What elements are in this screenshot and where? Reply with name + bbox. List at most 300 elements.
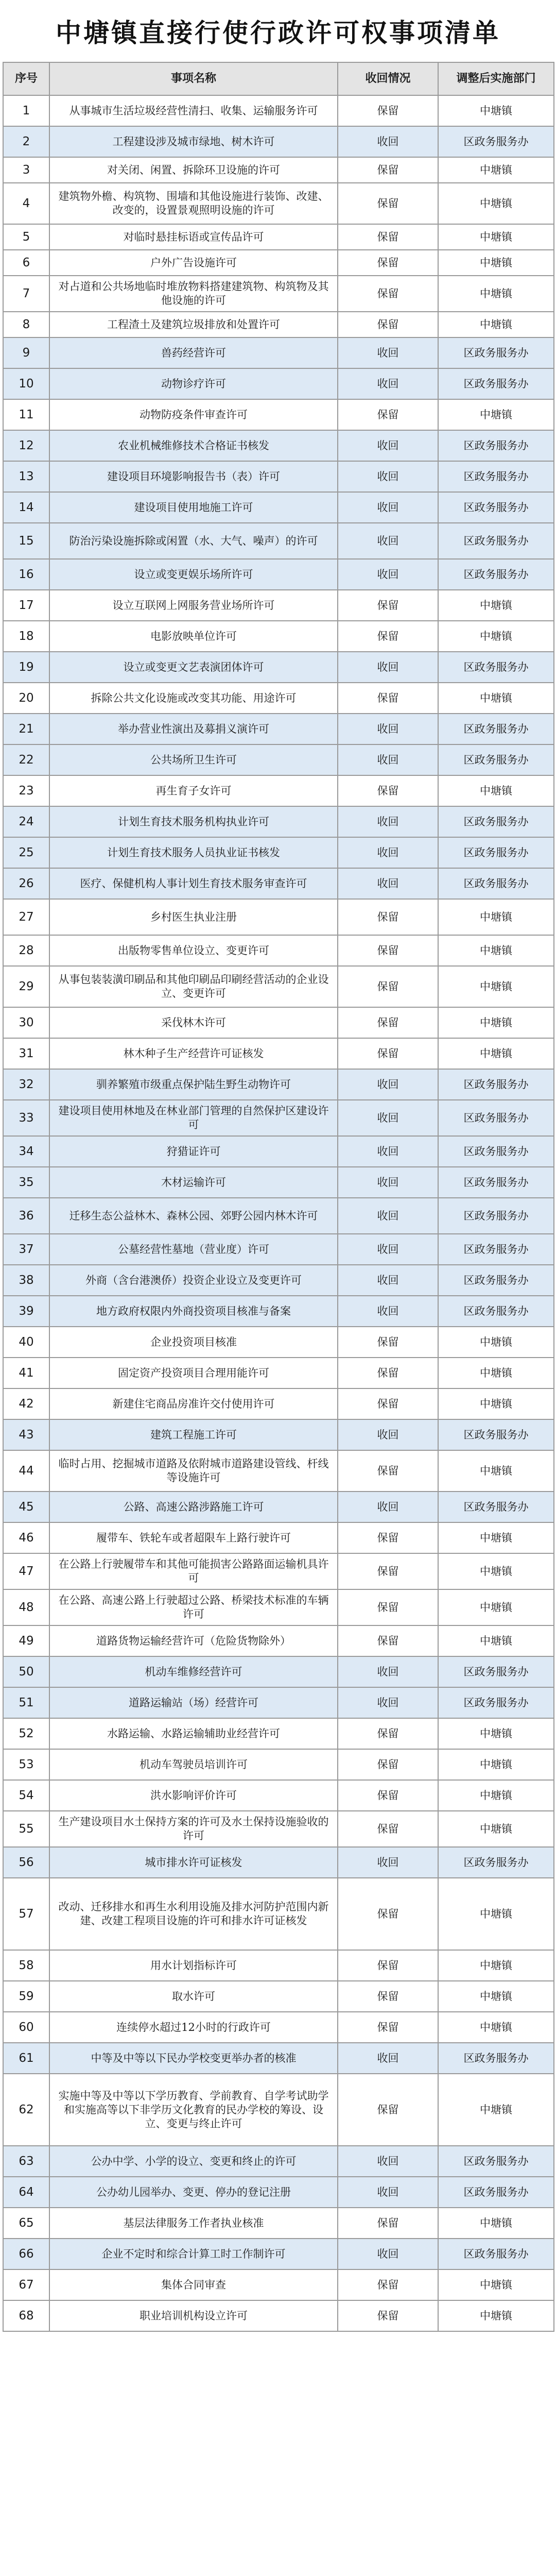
table-row (3, 1780, 554, 1811)
table-row (3, 1492, 554, 1522)
row-department: 中塘镇 (438, 1950, 554, 1981)
row-serial-number: 64 (3, 2177, 49, 2208)
row-revoke-status: 收回 (338, 1100, 438, 1136)
table-row (3, 1522, 554, 1553)
row-item-name: 在公路上行驶履带车和其他可能损害公路路面运输机具许可 (49, 1553, 338, 1589)
row-revoke-status: 保留 (338, 95, 438, 126)
row-revoke-status: 保留 (338, 1007, 438, 1038)
row-serial-number: 25 (3, 837, 49, 868)
row-serial-number: 23 (3, 775, 49, 806)
row-item-name: 水路运输、水路运输辅助业经营许可 (49, 1718, 338, 1749)
table-row (3, 2208, 554, 2239)
row-item-name: 动物防疫条件审查许可 (49, 399, 338, 430)
row-serial-number: 15 (3, 523, 49, 559)
table-row (3, 2177, 554, 2208)
row-revoke-status: 收回 (338, 126, 438, 157)
row-department: 中塘镇 (438, 935, 554, 966)
row-item-name: 职业培训机构设立许可 (49, 2300, 338, 2331)
row-revoke-status: 保留 (338, 2269, 438, 2300)
table-row (3, 1198, 554, 1234)
row-serial-number: 26 (3, 868, 49, 899)
table-row (3, 1358, 554, 1388)
row-item-name: 迁移生态公益林木、森林公园、郊野公园内林木许可 (49, 1198, 338, 1234)
row-revoke-status: 收回 (338, 868, 438, 899)
row-item-name: 设立或变更文艺表演团体许可 (49, 652, 338, 683)
table-row (3, 492, 554, 523)
row-serial-number: 6 (3, 250, 49, 276)
row-department: 区政务服务办 (438, 1069, 554, 1100)
row-serial-number: 29 (3, 966, 49, 1007)
row-item-name: 取水许可 (49, 1981, 338, 2012)
row-revoke-status: 保留 (338, 935, 438, 966)
page-title: 中塘镇直接行使行政许可权事项清单 (56, 18, 500, 48)
row-item-name: 企业投资项目核准 (49, 1327, 338, 1358)
row-serial-number: 5 (3, 224, 49, 250)
row-serial-number: 12 (3, 430, 49, 461)
row-serial-number: 42 (3, 1388, 49, 1419)
table-row (3, 1419, 554, 1450)
row-department: 区政务服务办 (438, 559, 554, 590)
row-revoke-status: 保留 (338, 183, 438, 224)
row-revoke-status: 保留 (338, 621, 438, 652)
row-serial-number: 33 (3, 1100, 49, 1136)
row-serial-number: 17 (3, 590, 49, 621)
table-row (3, 183, 554, 224)
row-department: 区政务服务办 (438, 868, 554, 899)
row-revoke-status: 收回 (338, 1069, 438, 1100)
row-serial-number: 4 (3, 183, 49, 224)
row-revoke-status: 收回 (338, 1234, 438, 1265)
row-revoke-status: 收回 (338, 806, 438, 837)
row-revoke-status: 保留 (338, 399, 438, 430)
row-revoke-status: 保留 (338, 2300, 438, 2331)
row-serial-number: 9 (3, 337, 49, 368)
row-item-name: 改动、迁移排水和再生水利用设施及排水河防护范围内新建、改建工程项目设施的许可和排水许可证核发 (49, 1878, 338, 1950)
row-revoke-status: 保留 (338, 1522, 438, 1553)
row-revoke-status: 保留 (338, 1625, 438, 1656)
row-revoke-status: 保留 (338, 1749, 438, 1780)
row-item-name: 建筑工程施工许可 (49, 1419, 338, 1450)
row-serial-number: 22 (3, 744, 49, 775)
row-revoke-status: 保留 (338, 2074, 438, 2146)
row-department: 区政务服务办 (438, 1687, 554, 1718)
table-row (3, 1388, 554, 1419)
row-item-name: 实施中等及中等以下学历教育、学前教育、自学考试助学和实施高等以下非学历文化教育的民办学校的筹设、设立、变更与终止许可 (49, 2074, 338, 2146)
table-row (3, 157, 554, 183)
row-item-name: 林木种子生产经营许可证核发 (49, 1038, 338, 1069)
row-revoke-status: 保留 (338, 2208, 438, 2239)
row-department: 区政务服务办 (438, 126, 554, 157)
row-department: 区政务服务办 (438, 2239, 554, 2269)
row-department: 中塘镇 (438, 1811, 554, 1847)
table-row (3, 1878, 554, 1950)
row-item-name: 设立或变更娱乐场所许可 (49, 559, 338, 590)
row-revoke-status: 保留 (338, 1589, 438, 1625)
row-serial-number: 60 (3, 2012, 49, 2043)
row-item-name: 对临时悬挂标语或宣传品许可 (49, 224, 338, 250)
row-department: 中塘镇 (438, 157, 554, 183)
row-serial-number: 30 (3, 1007, 49, 1038)
table-row (3, 224, 554, 250)
row-serial-number: 11 (3, 399, 49, 430)
row-department: 区政务服务办 (438, 1198, 554, 1234)
row-revoke-status: 保留 (338, 1981, 438, 2012)
row-item-name: 设立互联网上网服务营业场所许可 (49, 590, 338, 621)
row-item-name: 建设项目环境影响报告书（表）许可 (49, 461, 338, 492)
header-department: 调整后实施部门 (438, 62, 554, 95)
row-item-name: 驯养繁殖市级重点保护陆生野生动物许可 (49, 1069, 338, 1100)
row-item-name: 乡村医生执业注册 (49, 899, 338, 935)
row-serial-number: 2 (3, 126, 49, 157)
row-department: 中塘镇 (438, 1327, 554, 1358)
row-serial-number: 50 (3, 1656, 49, 1687)
row-item-name: 临时占用、挖掘城市道路及依附城市道路建设管线、杆线等设施许可 (49, 1450, 338, 1492)
row-revoke-status: 保留 (338, 312, 438, 337)
row-item-name: 动物诊疗许可 (49, 368, 338, 399)
row-department: 中塘镇 (438, 1878, 554, 1950)
table-row (3, 837, 554, 868)
header-revoke-status: 收回情况 (338, 62, 438, 95)
row-revoke-status: 收回 (338, 559, 438, 590)
row-serial-number: 41 (3, 1358, 49, 1388)
row-item-name: 医疗、保健机构人事计划生育技术服务审查许可 (49, 868, 338, 899)
row-item-name: 公办幼儿园举办、变更、停办的登记注册 (49, 2177, 338, 2208)
row-serial-number: 58 (3, 1950, 49, 1981)
row-item-name: 机动车维修经营许可 (49, 1656, 338, 1687)
table-row (3, 2012, 554, 2043)
header-item-name: 事项名称 (49, 62, 338, 95)
table-row (3, 683, 554, 714)
row-revoke-status: 保留 (338, 590, 438, 621)
row-department: 中塘镇 (438, 1038, 554, 1069)
row-item-name: 在公路、高速公路上行驶超过公路、桥梁技术标准的车辆许可 (49, 1589, 338, 1625)
row-serial-number: 35 (3, 1167, 49, 1198)
row-item-name: 木材运输许可 (49, 1167, 338, 1198)
table-row (3, 1553, 554, 1589)
table-row (3, 1625, 554, 1656)
table-row (3, 312, 554, 337)
row-department: 区政务服务办 (438, 523, 554, 559)
row-revoke-status: 保留 (338, 1950, 438, 1981)
table-row (3, 1656, 554, 1687)
table-row (3, 1589, 554, 1625)
row-department: 区政务服务办 (438, 1419, 554, 1450)
row-department: 中塘镇 (438, 1625, 554, 1656)
row-department: 中塘镇 (438, 1358, 554, 1388)
row-serial-number: 43 (3, 1419, 49, 1450)
table-row (3, 95, 554, 126)
row-revoke-status: 保留 (338, 1327, 438, 1358)
row-item-name: 拆除公共文化设施或改变其功能、用途许可 (49, 683, 338, 714)
row-department: 区政务服务办 (438, 337, 554, 368)
row-department: 中塘镇 (438, 1589, 554, 1625)
table-body (3, 95, 554, 2331)
row-department: 中塘镇 (438, 1749, 554, 1780)
row-item-name: 生产建设项目水土保持方案的许可及水土保持设施验收的许可 (49, 1811, 338, 1847)
row-department: 区政务服务办 (438, 744, 554, 775)
row-item-name: 对关闭、闲置、拆除环卫设施的许可 (49, 157, 338, 183)
row-serial-number: 34 (3, 1136, 49, 1167)
table-row (3, 461, 554, 492)
row-department: 中塘镇 (438, 312, 554, 337)
table-row (3, 2269, 554, 2300)
row-revoke-status: 收回 (338, 2146, 438, 2177)
row-department: 中塘镇 (438, 2074, 554, 2146)
table-row (3, 368, 554, 399)
row-serial-number: 45 (3, 1492, 49, 1522)
row-revoke-status: 收回 (338, 1656, 438, 1687)
table-row (3, 652, 554, 683)
row-serial-number: 38 (3, 1265, 49, 1296)
row-serial-number: 59 (3, 1981, 49, 2012)
row-revoke-status: 保留 (338, 775, 438, 806)
row-item-name: 电影放映单位许可 (49, 621, 338, 652)
row-serial-number: 36 (3, 1198, 49, 1234)
row-serial-number: 61 (3, 2043, 49, 2074)
row-department: 中塘镇 (438, 590, 554, 621)
row-revoke-status: 收回 (338, 744, 438, 775)
row-department: 中塘镇 (438, 399, 554, 430)
row-item-name: 工程建设涉及城市绿地、树木许可 (49, 126, 338, 157)
row-serial-number: 63 (3, 2146, 49, 2177)
row-department: 区政务服务办 (438, 492, 554, 523)
table-row (3, 1718, 554, 1749)
row-revoke-status: 收回 (338, 1136, 438, 1167)
table-row (3, 2239, 554, 2269)
row-revoke-status: 保留 (338, 683, 438, 714)
row-serial-number: 68 (3, 2300, 49, 2331)
row-item-name: 洪水影响评价许可 (49, 1780, 338, 1811)
row-department: 中塘镇 (438, 775, 554, 806)
row-revoke-status: 收回 (338, 2043, 438, 2074)
table-row (3, 2300, 554, 2331)
table-row (3, 935, 554, 966)
row-revoke-status: 保留 (338, 2012, 438, 2043)
table-row (3, 1749, 554, 1780)
row-revoke-status: 保留 (338, 1388, 438, 1419)
row-serial-number: 51 (3, 1687, 49, 1718)
row-revoke-status: 收回 (338, 337, 438, 368)
table-row (3, 590, 554, 621)
table-row (3, 868, 554, 899)
row-item-name: 履带车、铁轮车或者超限车上路行驶许可 (49, 1522, 338, 1553)
row-item-name: 道路运输站（场）经营许可 (49, 1687, 338, 1718)
row-revoke-status: 收回 (338, 368, 438, 399)
row-department: 中塘镇 (438, 224, 554, 250)
row-department: 区政务服务办 (438, 461, 554, 492)
row-revoke-status: 收回 (338, 461, 438, 492)
row-department: 中塘镇 (438, 1450, 554, 1492)
row-department: 中塘镇 (438, 250, 554, 276)
table-row (3, 744, 554, 775)
row-revoke-status: 收回 (338, 1687, 438, 1718)
table-row (3, 1327, 554, 1358)
row-item-name: 公路、高速公路涉路施工许可 (49, 1492, 338, 1522)
row-item-name: 从事城市生活垃圾经营性清扫、收集、运输服务许可 (49, 95, 338, 126)
row-item-name: 基层法律服务工作者执业核准 (49, 2208, 338, 2239)
row-serial-number: 3 (3, 157, 49, 183)
row-department: 区政务服务办 (438, 1265, 554, 1296)
row-serial-number: 19 (3, 652, 49, 683)
row-item-name: 计划生育技术服务机构执业许可 (49, 806, 338, 837)
table-row (3, 523, 554, 559)
row-department: 区政务服务办 (438, 1847, 554, 1878)
row-department: 区政务服务办 (438, 1234, 554, 1265)
row-item-name: 从事包装装潢印刷品和其他印刷品印刷经营活动的企业设立、变更许可 (49, 966, 338, 1007)
row-revoke-status: 保留 (338, 1450, 438, 1492)
row-item-name: 兽药经营许可 (49, 337, 338, 368)
row-department: 区政务服务办 (438, 2043, 554, 2074)
row-serial-number: 56 (3, 1847, 49, 1878)
row-department: 区政务服务办 (438, 430, 554, 461)
row-item-name: 固定资产投资项目合理用能许可 (49, 1358, 338, 1388)
row-department: 区政务服务办 (438, 1167, 554, 1198)
row-department: 中塘镇 (438, 1981, 554, 2012)
row-revoke-status: 收回 (338, 523, 438, 559)
row-department: 中塘镇 (438, 1718, 554, 1749)
row-revoke-status: 保留 (338, 1553, 438, 1589)
table-row (3, 1687, 554, 1718)
table-row (3, 1100, 554, 1136)
row-serial-number: 55 (3, 1811, 49, 1847)
table-row (3, 1038, 554, 1069)
row-serial-number: 31 (3, 1038, 49, 1069)
row-item-name: 道路货物运输经营许可（危险货物除外） (49, 1625, 338, 1656)
row-revoke-status: 收回 (338, 1198, 438, 1234)
row-serial-number: 16 (3, 559, 49, 590)
row-department: 中塘镇 (438, 276, 554, 312)
row-serial-number: 18 (3, 621, 49, 652)
row-serial-number: 54 (3, 1780, 49, 1811)
row-item-name: 再生育子女许可 (49, 775, 338, 806)
row-revoke-status: 保留 (338, 1718, 438, 1749)
table-row (3, 1950, 554, 1981)
table-row (3, 430, 554, 461)
row-revoke-status: 收回 (338, 714, 438, 744)
row-serial-number: 49 (3, 1625, 49, 1656)
row-revoke-status: 收回 (338, 652, 438, 683)
row-item-name: 集体合同审查 (49, 2269, 338, 2300)
row-department: 中塘镇 (438, 183, 554, 224)
row-revoke-status: 保留 (338, 276, 438, 312)
row-revoke-status: 收回 (338, 2177, 438, 2208)
row-department: 区政务服务办 (438, 1656, 554, 1687)
row-department: 区政务服务办 (438, 368, 554, 399)
row-serial-number: 48 (3, 1589, 49, 1625)
row-department: 中塘镇 (438, 2208, 554, 2239)
table-row (3, 1234, 554, 1265)
row-serial-number: 47 (3, 1553, 49, 1589)
row-item-name: 地方政府权限内外商投资项目核准与备案 (49, 1296, 338, 1327)
row-department: 区政务服务办 (438, 1296, 554, 1327)
row-item-name: 城市排水许可证核发 (49, 1847, 338, 1878)
row-item-name: 防治污染设施拆除或闲置（水、大气、噪声）的许可 (49, 523, 338, 559)
table-row (3, 1265, 554, 1296)
row-revoke-status: 保留 (338, 1358, 438, 1388)
row-revoke-status: 收回 (338, 1419, 438, 1450)
row-department: 区政务服务办 (438, 2146, 554, 2177)
row-revoke-status: 保留 (338, 1811, 438, 1847)
row-item-name: 采伐林木许可 (49, 1007, 338, 1038)
row-serial-number: 57 (3, 1878, 49, 1950)
row-revoke-status: 收回 (338, 1296, 438, 1327)
row-revoke-status: 收回 (338, 2239, 438, 2269)
row-serial-number: 8 (3, 312, 49, 337)
row-department: 中塘镇 (438, 1553, 554, 1589)
row-revoke-status: 保留 (338, 966, 438, 1007)
row-serial-number: 62 (3, 2074, 49, 2146)
row-serial-number: 24 (3, 806, 49, 837)
row-serial-number: 27 (3, 899, 49, 935)
row-department: 中塘镇 (438, 683, 554, 714)
row-item-name: 建设项目使用林地及在林业部门管理的自然保护区建设许可 (49, 1100, 338, 1136)
row-item-name: 企业不定时和综合计算工时工作制许可 (49, 2239, 338, 2269)
row-revoke-status: 保留 (338, 1038, 438, 1069)
table-row (3, 2146, 554, 2177)
row-item-name: 连续停水超过12小时的行政许可 (49, 2012, 338, 2043)
permissions-table (3, 62, 554, 2332)
row-department: 区政务服务办 (438, 652, 554, 683)
row-revoke-status: 收回 (338, 492, 438, 523)
row-item-name: 建设项目使用地施工许可 (49, 492, 338, 523)
table-row (3, 1007, 554, 1038)
row-serial-number: 37 (3, 1234, 49, 1265)
row-item-name: 农业机械维修技术合格证书核发 (49, 430, 338, 461)
row-item-name: 用水计划指标许可 (49, 1950, 338, 1981)
row-serial-number: 44 (3, 1450, 49, 1492)
row-department: 中塘镇 (438, 2300, 554, 2331)
row-item-name: 公墓经营性墓地（营业度）许可 (49, 1234, 338, 1265)
row-department: 区政务服务办 (438, 1136, 554, 1167)
row-serial-number: 66 (3, 2239, 49, 2269)
row-serial-number: 46 (3, 1522, 49, 1553)
row-serial-number: 32 (3, 1069, 49, 1100)
table-row (3, 1450, 554, 1492)
row-revoke-status: 保留 (338, 1878, 438, 1950)
row-revoke-status: 保留 (338, 224, 438, 250)
table-row (3, 250, 554, 276)
table-row (3, 2043, 554, 2074)
table-row (3, 1167, 554, 1198)
row-department: 中塘镇 (438, 2269, 554, 2300)
row-revoke-status: 保留 (338, 250, 438, 276)
row-revoke-status: 收回 (338, 1492, 438, 1522)
table-header (3, 62, 554, 95)
row-revoke-status: 保留 (338, 1780, 438, 1811)
table-row (3, 1296, 554, 1327)
row-serial-number: 40 (3, 1327, 49, 1358)
row-serial-number: 10 (3, 368, 49, 399)
row-revoke-status: 收回 (338, 837, 438, 868)
table-row (3, 1847, 554, 1878)
table-row (3, 621, 554, 652)
row-revoke-status: 保留 (338, 157, 438, 183)
row-department: 中塘镇 (438, 899, 554, 935)
row-department: 区政务服务办 (438, 1100, 554, 1136)
row-item-name: 建筑物外檐、构筑物、围墙和其他设施进行装饰、改建、改变的，设置景观照明设施的许可 (49, 183, 338, 224)
row-item-name: 户外广告设施许可 (49, 250, 338, 276)
table-row (3, 1981, 554, 2012)
table-row (3, 559, 554, 590)
row-item-name: 新建住宅商品房准许交付使用许可 (49, 1388, 338, 1419)
row-department: 中塘镇 (438, 1522, 554, 1553)
table-row (3, 714, 554, 744)
row-department: 中塘镇 (438, 95, 554, 126)
row-item-name: 狩猎证许可 (49, 1136, 338, 1167)
row-department: 中塘镇 (438, 1780, 554, 1811)
table-row (3, 806, 554, 837)
row-serial-number: 21 (3, 714, 49, 744)
